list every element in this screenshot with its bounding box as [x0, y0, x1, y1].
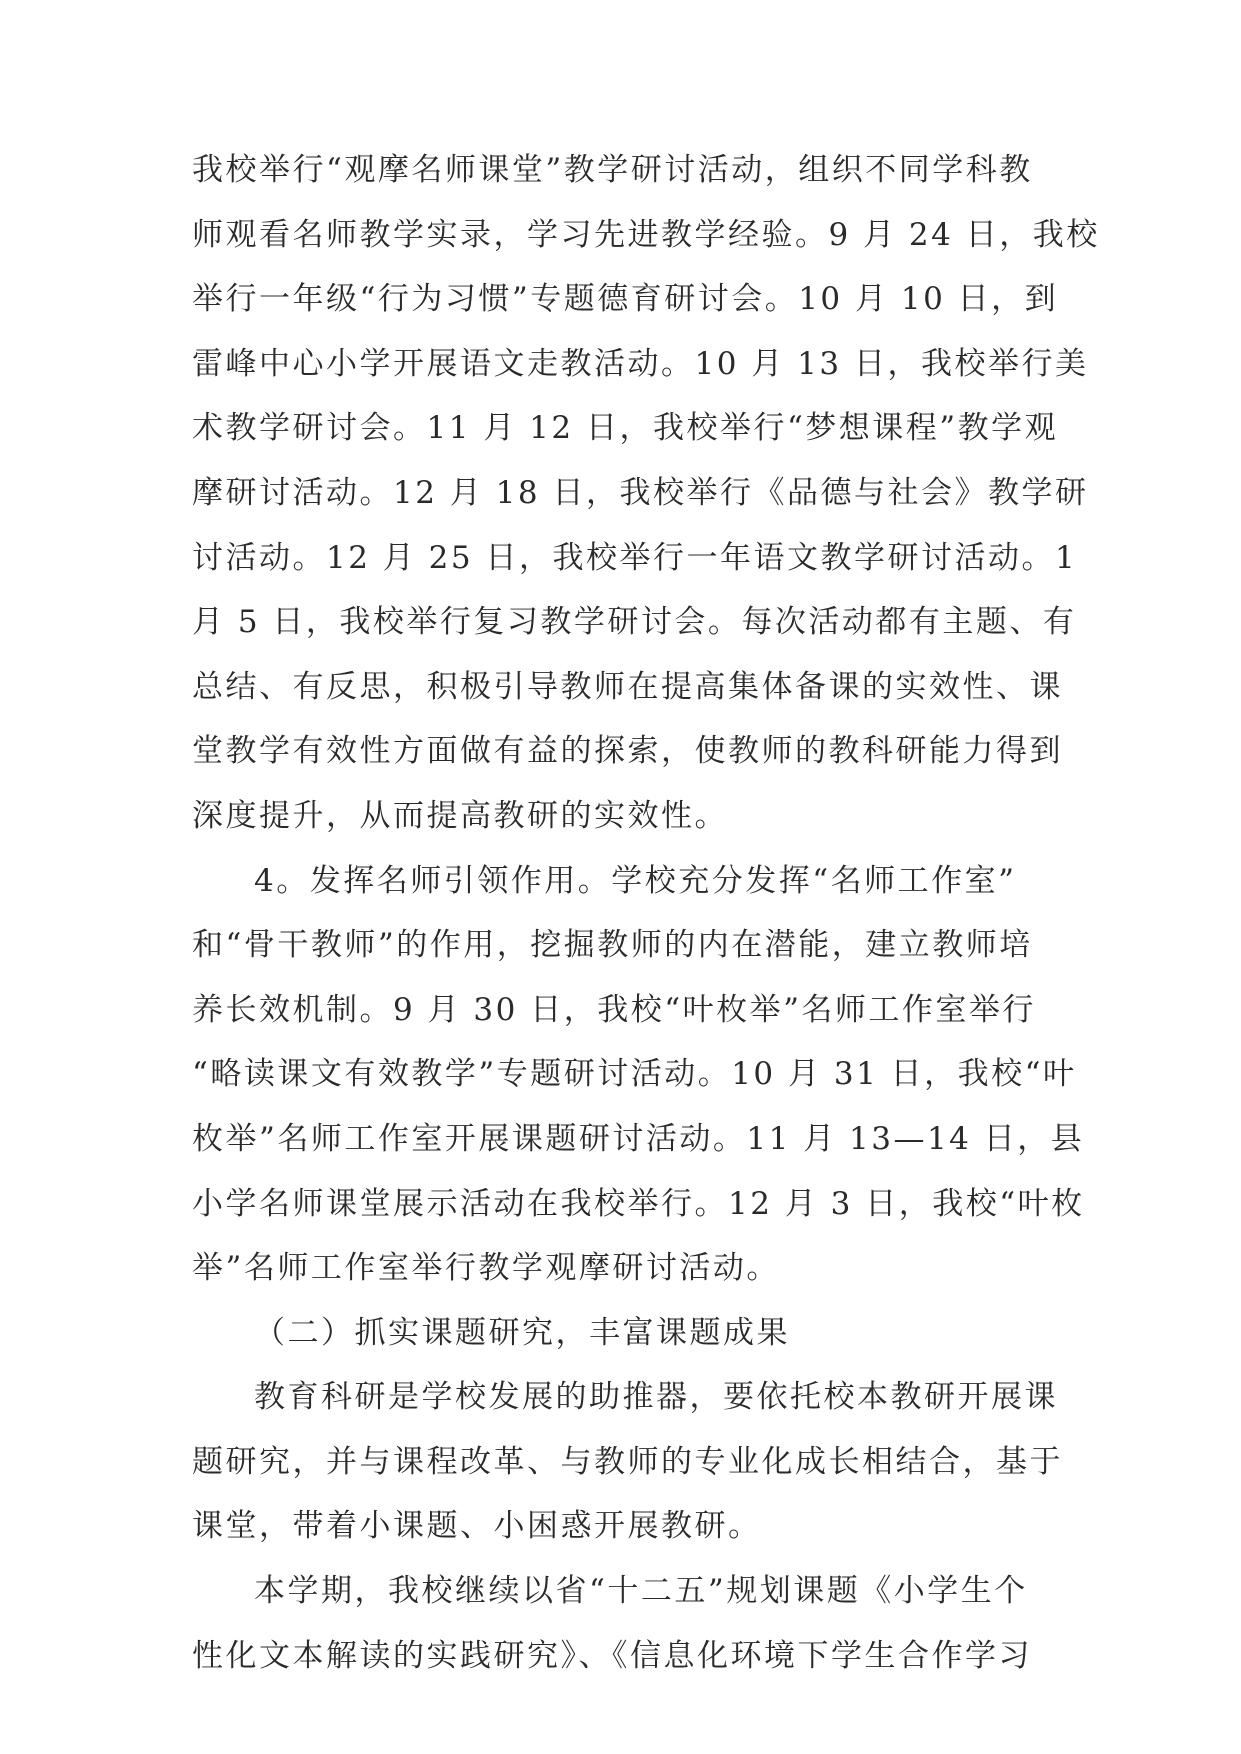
- paragraph-line: 我校举行“观摩名师课堂”教学研讨活动，组织不同学科教: [192, 152, 1033, 188]
- paragraph-line: 深度提升，从而提高教研的实效性。: [192, 797, 728, 834]
- paragraph-line: 4。发挥名师引领作用。学校充分发挥“名师工作室”: [254, 862, 1017, 899]
- paragraph-line: “略读课文有效教学”专题研讨活动。10 月 31 日，我校“叶: [192, 1056, 1077, 1093]
- paragraph-line: 和“骨干教师”的作用，挖掘教师的内在潜能，建立教师培: [192, 927, 1033, 964]
- paragraph-line: 讨活动。12 月 25 日，我校举行一年语文教学研讨活动。1: [192, 539, 1078, 576]
- paragraph-line: 月 5 日，我校举行复习教学研讨会。每次活动都有主题、有: [192, 604, 1077, 641]
- section-heading: （二）抓实课题研究，丰富课题成果: [254, 1314, 790, 1351]
- paragraph-line: 雷峰中心小学开展语文走教活动。10 月 13 日，我校举行美: [192, 345, 1089, 382]
- paragraph-line: 举行一年级“行为习惯”专题德育研讨会。10 月 10 日，到: [192, 281, 1059, 318]
- paragraph-line: 题研究，并与课程改革、与教师的专业化成长相结合，基于: [192, 1443, 1063, 1480]
- paragraph-line: 摩研讨活动。12 月 18 日，我校举行《品德与社会》教学研: [192, 474, 1089, 511]
- paragraph-line: 课堂，带着小课题、小困惑开展教研。: [192, 1508, 762, 1545]
- paragraph-line: 术教学研讨会。11 月 12 日，我校举行“梦想课程”教学观: [192, 410, 1059, 447]
- paragraph-line: 本学期，我校继续以省“十二五”规划课题《小学生个: [254, 1573, 1028, 1610]
- paragraph-line: 堂教学有效性方面做有益的探索，使教师的教科研能力得到: [192, 733, 1063, 770]
- paragraph-line: 举”名师工作室举行教学观摩研讨活动。: [192, 1250, 780, 1287]
- paragraph-line: 小学名师课堂展示活动在我校举行。12 月 3 日，我校“叶枚: [192, 1185, 1085, 1222]
- paragraph-line: 教育科研是学校发展的助推器，要依托校本教研开展课: [254, 1379, 1058, 1416]
- document-body: [192, 138, 1100, 1688]
- paragraph-line: 总结、有反思，积极引导教师在提高集体备课的实效性、课: [192, 668, 1063, 705]
- paragraph-line: 师观看名师教学实录，学习先进教学经验。9 月 24 日，我校: [192, 216, 1100, 253]
- paragraph-line: 养长效机制。9 月 30 日，我校“叶枚举”名师工作室举行: [192, 991, 1036, 1028]
- paragraph-line: 性化文本解读的实践研究》、《信息化环境下学生合作学习: [192, 1637, 1032, 1674]
- paragraph-line: 枚举”名师工作室开展课题研讨活动。11 月 13—14 日，县: [192, 1120, 1085, 1157]
